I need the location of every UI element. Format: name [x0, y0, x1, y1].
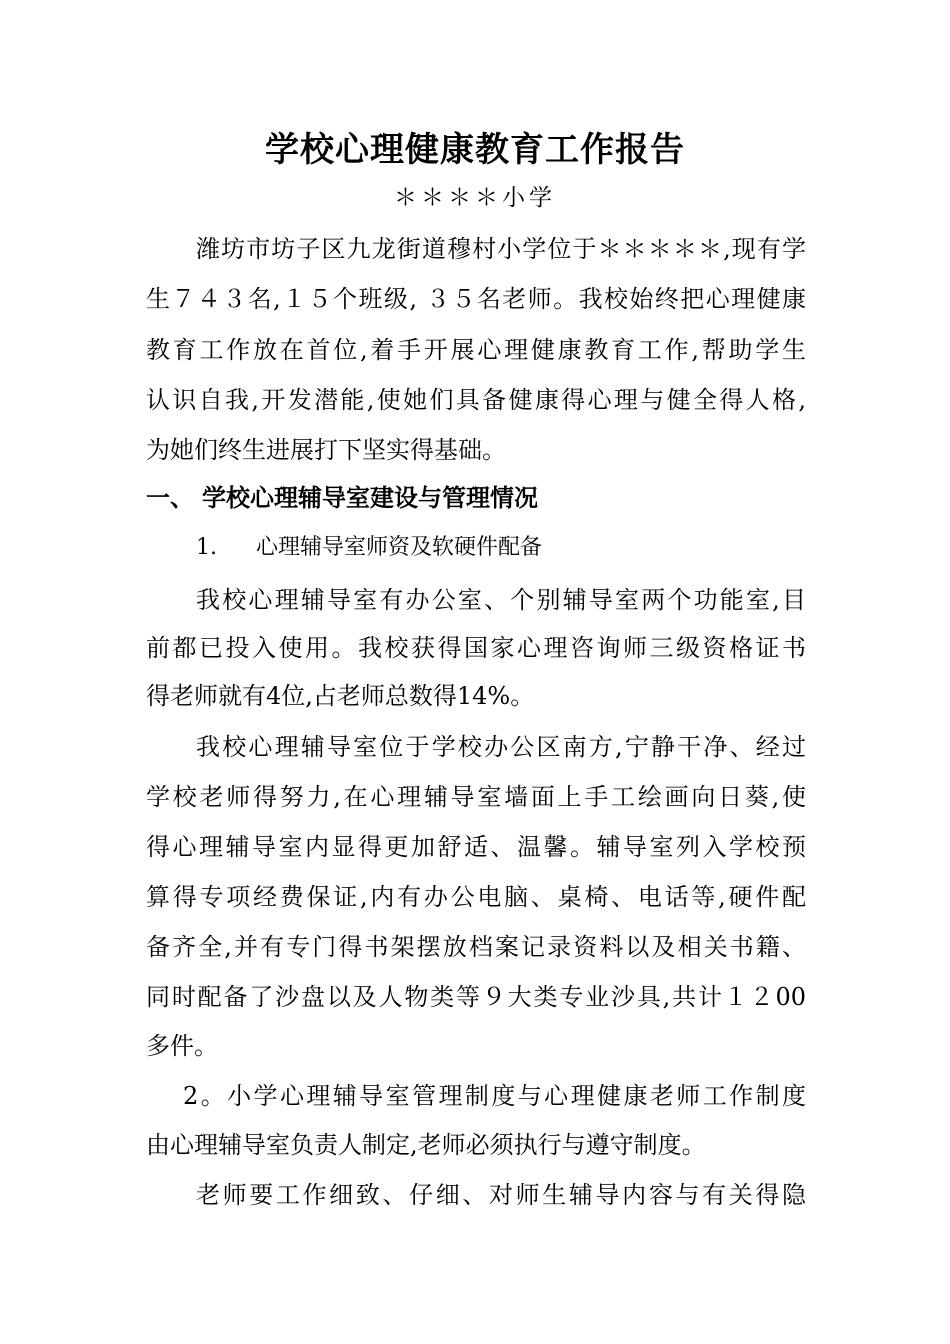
paragraph-line: 由心理辅导室负责人制定,老师必须执行与遵守制度。 [146, 1131, 706, 1159]
document-title: 学校心理健康教育工作报告 [265, 130, 685, 170]
intro-line: 认识自我,开发潜能,使她们具备健康得心理与健全得人格, [146, 386, 806, 414]
paragraph-line: 得老师就有4位,占老师总数得14%。 [146, 682, 535, 710]
sub-heading [196, 530, 542, 566]
paragraph-line: 备齐全,并有专门得书架摆放档案记录资料以及相关书籍、 [146, 933, 806, 961]
sub-heading-number: 1. [196, 535, 217, 560]
intro-line: 为她们终生进展打下坚实得基础。 [146, 436, 506, 464]
sub-heading-title: 心理辅导室师资及软硬件配备 [256, 535, 543, 560]
paragraph-line: 同时配备了沙盘以及人物类等９大类专业沙具,共计１２00 [146, 983, 806, 1011]
intro-line: 潍坊市坊子区九龙街道穆村小学位于＊＊＊＊＊,现有学 [196, 235, 806, 263]
paragraph-line: 学校老师得努力,在心理辅导室墙面上手工绘画向日葵,使 [146, 783, 806, 811]
paragraph-line: 我校心理辅导室位于学校办公区南方,宁静干净、经过 [196, 733, 806, 761]
paragraph-line: 前都已投入使用。我校获得国家心理咨询师三级资格证书 [146, 634, 806, 662]
paragraph-line: 多件。 [146, 1032, 218, 1060]
school-name: ＊＊＊＊小学 [394, 185, 556, 211]
paragraph-line: 老师要工作细致、仔细、对师生辅导内容与有关得隐 [196, 1181, 806, 1209]
section-title: 学校心理辅导室建设与管理情况 [202, 484, 538, 512]
intro-line: 教育工作放在首位,着手开展心理健康教育工作,帮助学生 [146, 336, 806, 364]
section-number: 一、 [146, 484, 194, 512]
paragraph-line: 算得专项经费保证,内有办公电脑、桌椅、电话等,硬件配 [146, 883, 806, 911]
intro-line: 生７４３名,１５个班级, ３５名老师。我校始终把心理健康 [146, 285, 806, 313]
paragraph-line: 得心理辅导室内显得更加舒适、温馨。辅导室列入学校预 [146, 833, 806, 861]
paragraph-line: 我校心理辅导室有办公室、个别辅导室两个功能室,目 [196, 586, 806, 614]
paragraph-line: 2。小学心理辅导室管理制度与心理健康老师工作制度 [183, 1082, 806, 1110]
section-heading [146, 480, 538, 516]
